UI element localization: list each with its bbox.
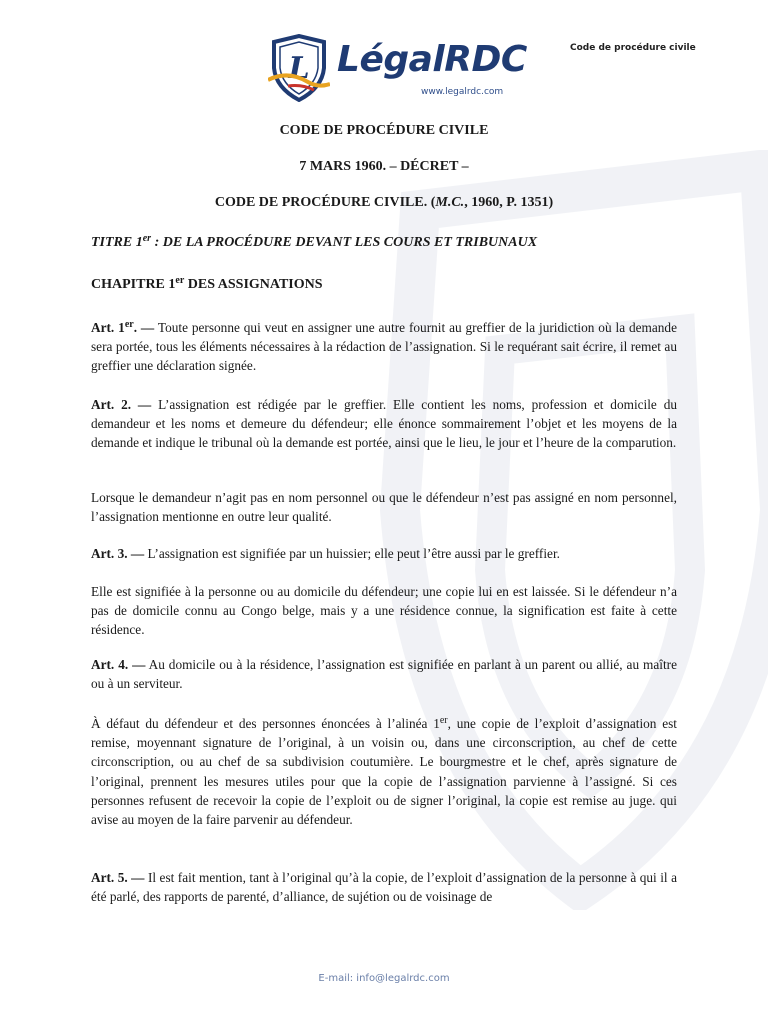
article-4-paragraph-2: À défaut du défendeur et des personnes énoncées à l’alinéa 1er, une copie de l’exploit d’assignation est remise, moyennant signature de l’original, à un voisin ou, dans une circonscription, au chef de cette circonscription, ou au chef de sa subdivision coutumière. Le bourgmestre et le chef, après signature de l’original, prennent les mesures utiles pour que la copie de l’assignation parvienne à l’assigné. Si ces personnes refusent de recevoir la copie de l’exploit ou de signer l’original, la copie est remise au juge. qui avise au moyen de la faire parvenir au défendeur.	[91, 715, 677, 828]
article-4: Art. 4. — Au domicile ou à la résidence, l’assignation est signifiée en parlant à un parent ou allié, au maître ou à un serviteur.	[91, 657, 677, 692]
logo	[252, 34, 532, 104]
article-1: Art. 1er. — Toute personne qui veut en assigner une autre fournit au greffier de la juridiction où la demande sera portée, tous les éléments nécessaires à la rédaction de l’assignation. Si le requérant sait écrire, il remet au greffier une déclaration signée.	[91, 319, 677, 374]
document-label: Code de procédure civile	[570, 43, 696, 53]
logo-url[interactable]: www.legalrdc.com	[421, 87, 504, 97]
chapitre-heading: CHAPITRE 1er DES ASSIGNATIONS	[91, 275, 323, 292]
shield-logo-icon	[268, 34, 330, 102]
svg-text:L: L	[288, 51, 310, 86]
document-title: CODE DE PROCÉDURE CIVILE	[279, 123, 489, 138]
article-label: Art. 1er. —	[91, 319, 155, 335]
article-3-paragraph-2: Elle est signifiée à la personne ou au domicile du défendeur; une copie lui en est laissée. Si le défendeur n’a pas de domicile connu au Congo belge, mais y a une résidence connue, la signification est faite à cette résidence.	[91, 584, 677, 638]
article-2: Art. 2. — L’assignation est rédigée par le greffier. Elle contient les noms, profession et domicile du demandeur et les noms et demeure du défendeur; elle énonce sommairement l’objet et les moyens de la demande et indique le tribunal où la demande est portée, ainsi que le lieu, le jour et l’heure de la comparution.	[91, 397, 677, 451]
logo-name: LégalRDC	[337, 39, 527, 80]
article-2-paragraph-2: Lorsque le demandeur n’agit pas en nom personnel ou que le défendeur n’est pas assigné en nom personnel, l’assignation mentionne en outre leur qualité.	[91, 490, 677, 525]
article-label: Art. 2. —	[91, 397, 152, 412]
article-label: Art. 3. —	[91, 546, 145, 561]
article-label: Art. 5. —	[91, 870, 145, 885]
footer-email[interactable]: E-mail: info@legalrdc.com	[318, 973, 450, 984]
article-label: Art. 4. —	[91, 657, 146, 672]
document-subtitle: CODE DE PROCÉDURE CIVILE. (M.C., 1960, P. 1351)	[214, 195, 554, 210]
decree-date: 7 MARS 1960. – DÉCRET –	[299, 159, 469, 174]
titre-heading: TITRE 1er : DE LA PROCÉDURE DEVANT LES COURS ET TRIBUNAUX	[91, 233, 538, 250]
article-5: Art. 5. — Il est fait mention, tant à l’original qu’à la copie, de l’exploit d’assignation de la personne à qui il a été parlé, des rapports de parenté, d’alliance, de sujétion ou de voisinage de	[91, 870, 677, 905]
article-3: Art. 3. — L’assignation est signifiée par un huissier; elle peut l’être aussi par le greffier.	[91, 546, 560, 561]
